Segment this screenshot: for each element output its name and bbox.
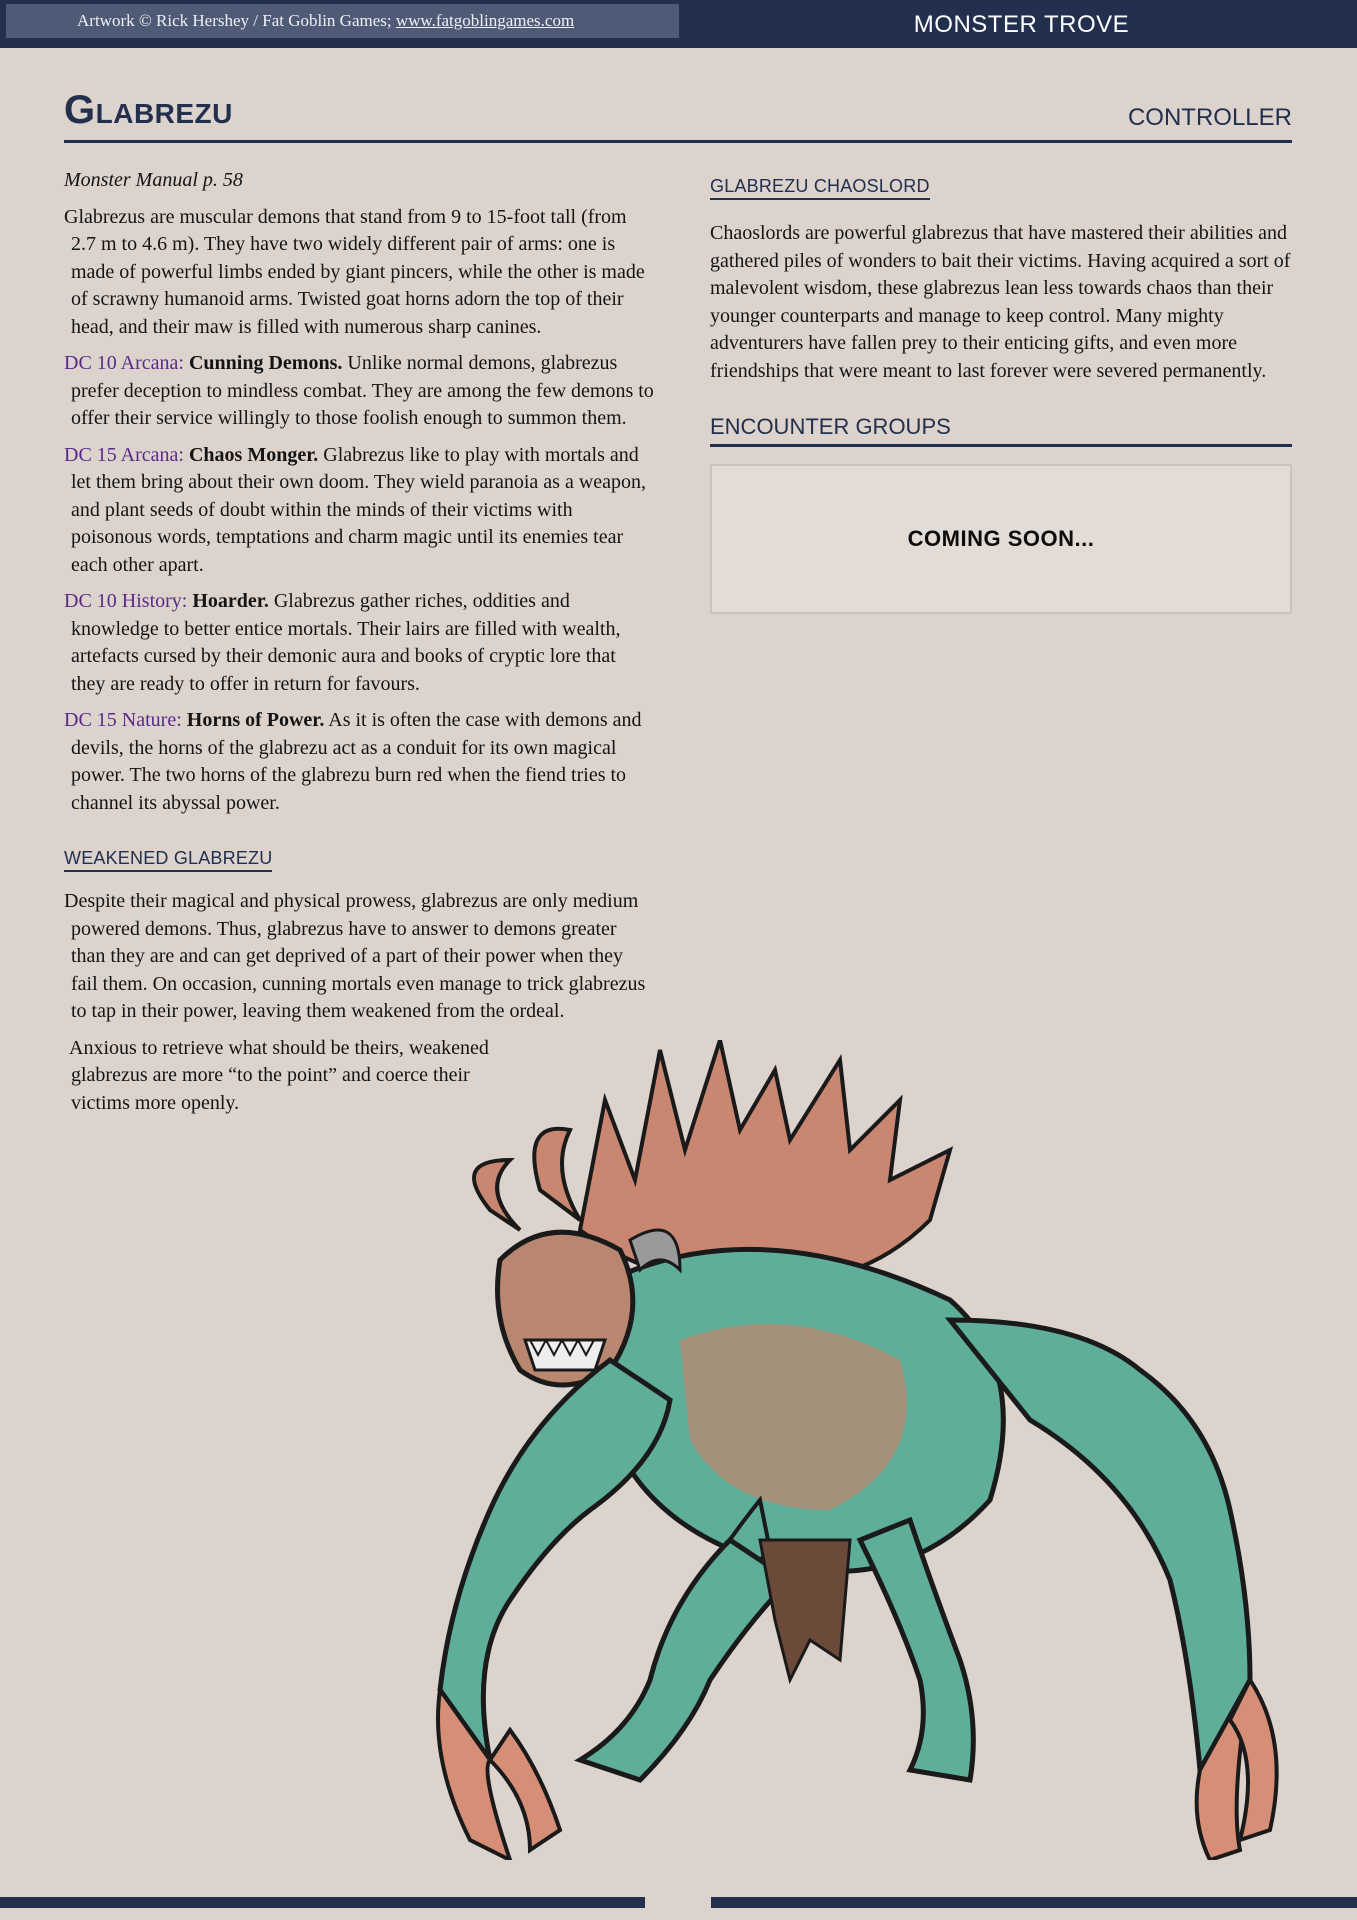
left-horn-spike-2 [534, 1129, 580, 1220]
lore-text: Glabrezus like to play with mortals and let them bring about their own doom. They wield paranoia as a weapon, and plant seeds of doubt within the minds of their victims with poisonous words, temptations and charm magic until its enemies tear each other apart. [71, 443, 647, 576]
chaoslord-paragraph: Chaoslords are powerful glabrezus that have mastered their abilities and gathered piles of wonders to bait their victims. Having acquired a sort of malevolent wisdom, these glabrezus lean less towards chaos than their younger counterparts and manage to keep control. Many mighty adventurers have fallen prey to their enticing gifts, and even more friendships that were meant to last forever were severed permanently. [710, 222, 1291, 382]
dc-check: DC 15 Arcana: [64, 443, 184, 466]
chaoslord-heading: GLABREZU CHAOSLORD [710, 174, 930, 200]
lore-title: Horns of Power. [186, 709, 325, 731]
publisher-link[interactable]: www.fatgoblingames.com [395, 11, 575, 30]
weakened-paragraph: Despite their magical and physical prowess, glabrezus are only medium powered demons. Thus, glabrezus have to answer to demons greater than they are and can get deprived of a part of their power when they fail them. On occasion, cunning mortals even manage to trick glabrezus to tap in their power, leaving them weakened from the ordeal. [64, 890, 646, 1022]
right-leg [860, 1520, 973, 1780]
lore-entry [64, 707, 654, 817]
left-column [64, 167, 654, 1126]
lore-entry [64, 588, 654, 698]
monster-name: Glabrezu [64, 88, 233, 132]
brand-title: MONSTER TROVE [913, 11, 1130, 38]
weakened-paragraph-2: Anxious to retrieve what should be theirs, weakened glabrezus are more “to the point” and coerce their victims more openly. [69, 1036, 489, 1114]
left-horn-spike [474, 1160, 520, 1230]
dc-check: DC 10 History: [64, 590, 188, 612]
loincloth [760, 1540, 850, 1680]
monster-role: CONTROLLER [1127, 104, 1292, 131]
lore-entry [64, 350, 654, 433]
artwork-credit [6, 4, 679, 38]
coming-soon-box: COMING SOON... [710, 464, 1292, 614]
dc-check: DC 10 Arcana: [64, 352, 184, 374]
lore-title: Cunning Demons. [188, 352, 343, 374]
source-reference: Monster Manual p. 58 [64, 169, 243, 191]
intro-paragraph: Glabrezus are muscular demons that stand from 9 to 15-foot tall (from 2.7 m to 4.6 m). They have two widely different pair of arms: one is made of powerful limbs ended by giant pincers, while the other is made of scrawny humanoid arms. Twisted goat horns adorn the top of their head, and their maw is filled with numerous sharp canines. [64, 205, 645, 338]
credit-text: Artwork © Rick Hershey / Fat Goblin Games; [77, 11, 396, 30]
dc-check: DC 15 Nature: [64, 709, 182, 731]
left-pincer-arm [440, 1360, 670, 1760]
lore-text: Glabrezus gather riches, oddities and knowledge to better entice mortals. Their lairs are filled with wealth, artefacts cursed by their demonic aura and books of cryptic lore that they are ready to offer in return for favours. [71, 590, 621, 695]
lore-title: Hoarder. [192, 590, 269, 612]
encounter-groups-heading: ENCOUNTER GROUPS [710, 413, 1292, 447]
weakened-heading: WEAKENED GLABREZU [64, 846, 272, 872]
monster-header [64, 86, 1292, 143]
footer-bar-right [711, 1897, 1357, 1908]
lore-text: As it is often the case with demons and devils, the horns of the glabrezu act as a conduit for its own magical power. The two horns of the glabrezu burn red when the fiend tries to channel its abyssal power. [71, 709, 642, 814]
lore-title: Chaos Monger. [188, 443, 319, 466]
top-banner [0, 0, 1357, 48]
left-leg [580, 1540, 790, 1780]
footer-bar-left [0, 1897, 645, 1908]
right-column [710, 173, 1292, 614]
glabrezu-illustration [430, 1040, 1330, 1860]
lore-text: Unlike normal demons, glabrezus prefer deception to mindless combat. They are among the few demons to offer their service willingly to those foolish enough to summon them. [71, 352, 654, 429]
lore-entry [64, 442, 654, 580]
